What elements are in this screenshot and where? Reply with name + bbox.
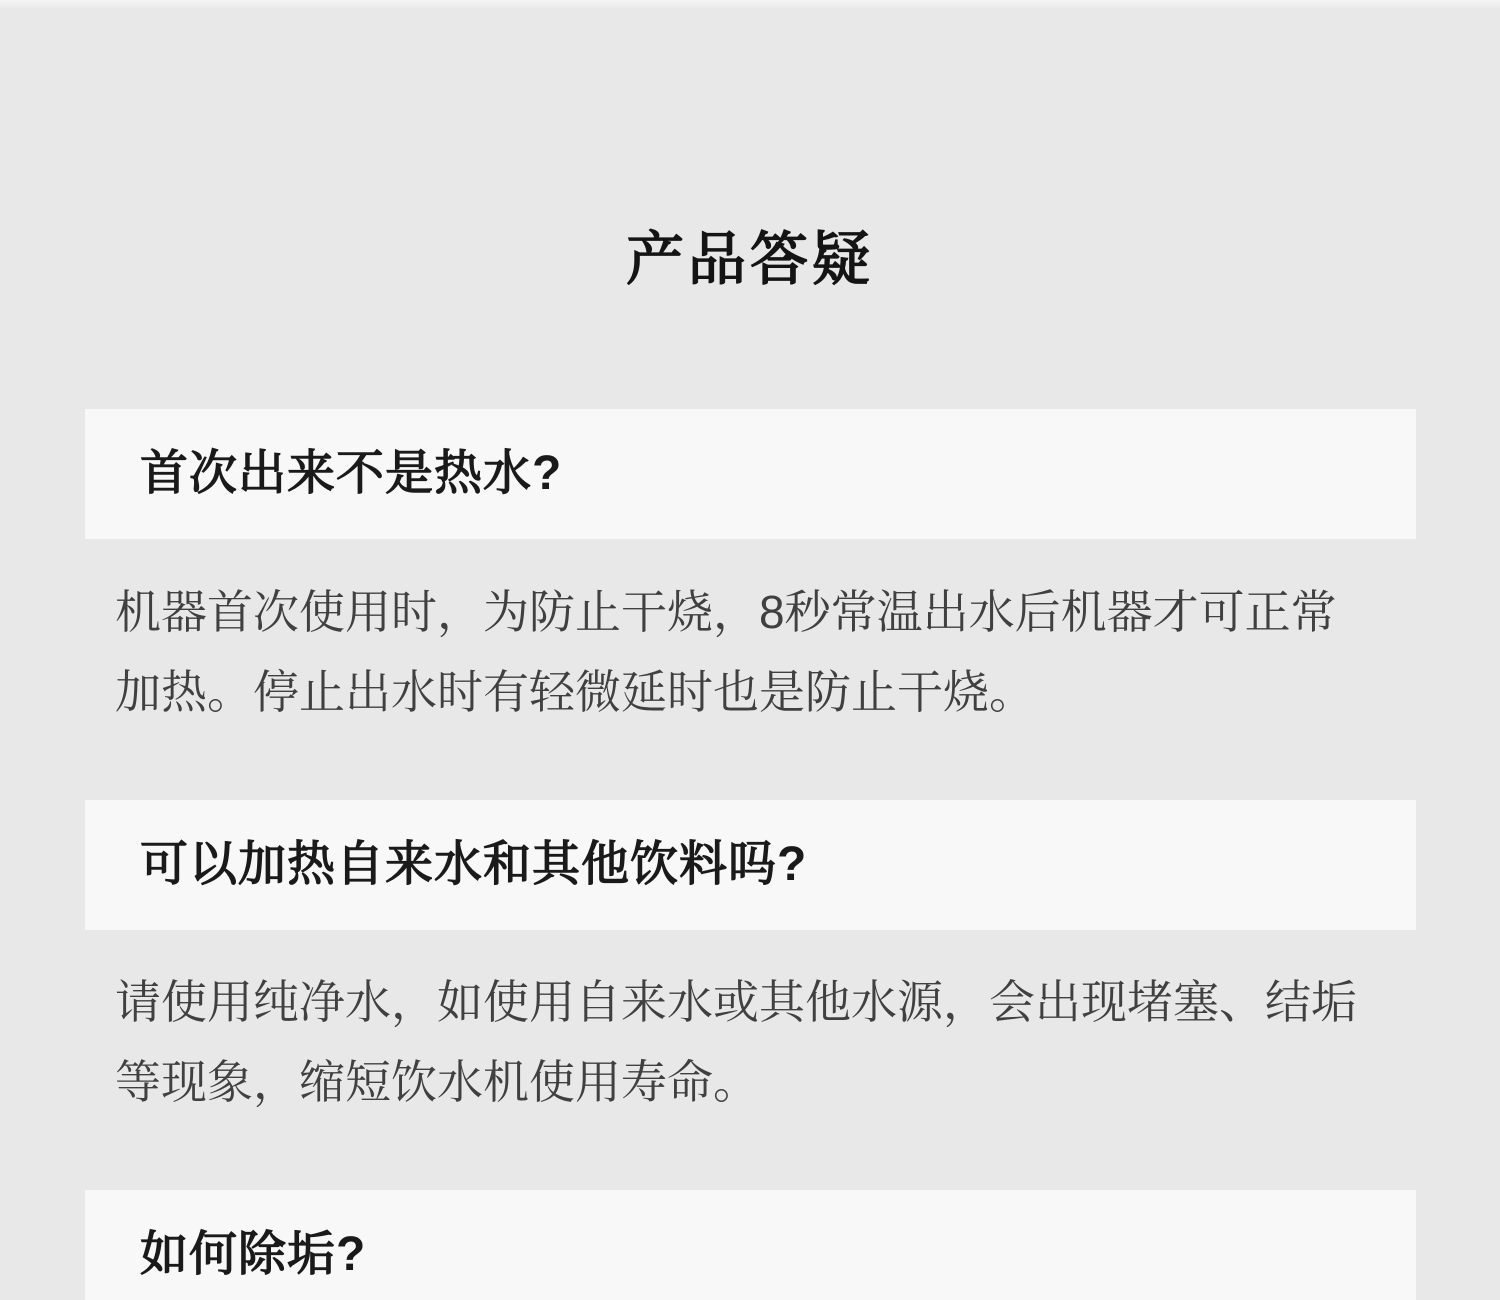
faq-question-bar-3 xyxy=(85,1190,1416,1300)
faq-answer-2-line-2: 等现象，缩短饮水机使用寿命。 xyxy=(115,1056,759,1108)
faq-answer-2 xyxy=(115,962,1405,1122)
section-divider xyxy=(0,0,1500,9)
faq-answer-1-line-1: 机器首次使用时，为防止干烧，8秒常温出水后机器才可正常 xyxy=(115,586,1337,638)
faq-question-text-1: 首次出来不是热水? xyxy=(140,447,563,500)
faq-answer-2-line-1: 请使用纯净水，如使用自来水或其他水源，会出现堵塞、结垢 xyxy=(115,976,1357,1028)
faq-question-bar-1 xyxy=(85,409,1416,539)
faq-question-text-3: 如何除垢? xyxy=(140,1228,367,1281)
faq-question-text-2: 可以加热自来水和其他饮料吗? xyxy=(140,838,808,891)
page-title: 产品答疑 xyxy=(625,227,874,292)
faq-question-bar-2 xyxy=(85,800,1416,930)
faq-answer-1-line-2: 加热。停止出水时有轻微延时也是防止干烧。 xyxy=(115,666,1035,718)
faq-answer-1 xyxy=(115,572,1405,732)
